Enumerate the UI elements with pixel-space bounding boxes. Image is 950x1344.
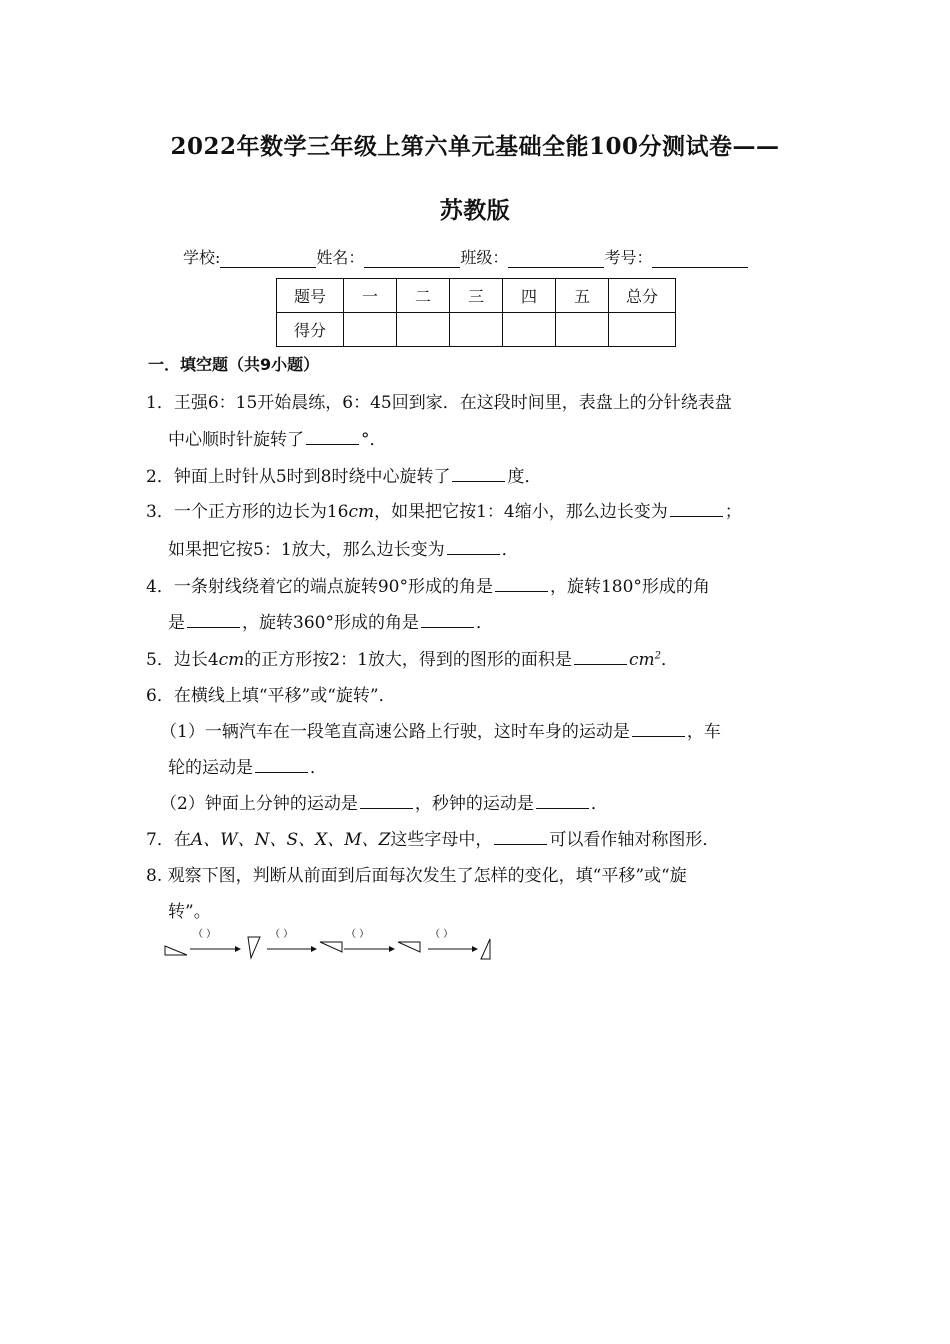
q6-1-text-2: 轮的运动是 — [168, 758, 253, 778]
q3-text-mid: ，如果把它按1：4缩小，那么边长变为 — [374, 502, 668, 522]
q6-2-text-mid: ，秒钟的运动是 — [414, 794, 534, 814]
q4-text: 4．一条射线绕着它的端点旋转90°形成的角是 — [146, 577, 493, 597]
school-label: 学校: — [183, 248, 221, 267]
triangle-2 — [248, 937, 260, 958]
question-6: 6．在横线上填“平移”或“旋转”． — [146, 686, 396, 706]
answer-blank[interactable] — [670, 498, 723, 517]
question-3-line2 — [168, 535, 519, 560]
arrow-head — [311, 946, 317, 952]
q2-text-end: 度． — [507, 467, 542, 487]
question-8-line2: 转”。 — [168, 902, 211, 922]
arrow-head — [472, 946, 478, 952]
q5-text-end: ． — [660, 650, 678, 670]
answer-blank[interactable] — [452, 463, 505, 482]
student-info-row — [183, 245, 748, 268]
row-label-cell: 得分 — [277, 313, 344, 347]
answer-paren[interactable]: （ ） — [270, 929, 294, 940]
score-table-header-row — [277, 279, 676, 313]
answer-blank[interactable] — [632, 718, 685, 737]
q4-text-end: ，旋转180°形成的角 — [549, 577, 710, 597]
exam-no-field[interactable] — [652, 249, 748, 268]
question-4-line1 — [146, 572, 710, 597]
question-1-line2 — [168, 425, 387, 450]
question-6-1-line2 — [168, 753, 327, 778]
arrow-head — [389, 946, 395, 952]
exam-title-line2: 苏教版 — [439, 197, 511, 224]
arrow-head — [235, 946, 241, 952]
q4-text-2: 是 — [168, 613, 185, 633]
name-field[interactable] — [364, 249, 460, 268]
q1-text-end: °． — [361, 430, 387, 450]
unit-cm2: cm — [628, 650, 655, 670]
q7-letters: A、W、N、S、X、M、Z — [190, 830, 391, 850]
q5-text: 5．边长4 — [146, 650, 219, 670]
unit-cm: cm — [218, 650, 245, 670]
school-field[interactable] — [220, 249, 316, 268]
triangle-5 — [481, 939, 490, 959]
question-2 — [146, 462, 541, 487]
header-cell: 二 — [397, 279, 450, 313]
transformation-figure — [160, 924, 500, 964]
q6-2-text-end: ． — [590, 794, 608, 814]
question-1-line1: 1．王强6：15开始晨练，6：45回到家．在这段时间里，表盘上的分针绕表盘 — [146, 393, 732, 413]
section-heading: 一．填空题（共9小题） — [148, 355, 320, 374]
header-cell: 三 — [450, 279, 503, 313]
score-cell[interactable] — [397, 313, 450, 347]
q1-text: 中心顺时针旋转了 — [168, 430, 304, 450]
question-5 — [146, 645, 678, 670]
unit-exponent: 2 — [654, 650, 661, 662]
header-cell: 总分 — [609, 279, 676, 313]
score-cell[interactable] — [450, 313, 503, 347]
answer-blank[interactable] — [574, 646, 627, 665]
question-7 — [146, 825, 719, 850]
answer-paren[interactable]: （ ） — [430, 929, 454, 940]
q4-text-2-end: ． — [475, 613, 493, 633]
exam-title-line1: 2022年数学三年级上第六单元基础全能100分测试卷—— — [170, 133, 780, 160]
answer-blank[interactable] — [306, 426, 359, 445]
q6-2-text: （2）钟面上分钟的运动是 — [160, 794, 358, 814]
header-cell: 题号 — [277, 279, 344, 313]
name-label: 姓名： — [316, 248, 365, 267]
header-cell: 五 — [556, 279, 609, 313]
score-table — [276, 278, 676, 347]
class-label: 班级： — [460, 248, 509, 267]
header-cell: 四 — [503, 279, 556, 313]
triangle-1 — [165, 946, 187, 955]
exam-no-label: 考号： — [604, 248, 653, 267]
q3-text: 3．一个正方形的边长为16 — [146, 502, 349, 522]
answer-blank[interactable] — [255, 754, 308, 773]
question-8-line1: 8. 观察下图，判断从前面到后面每次发生了怎样的变化，填“平移”或“旋 — [146, 866, 687, 886]
class-field[interactable] — [508, 249, 604, 268]
answer-blank[interactable] — [536, 790, 589, 809]
score-cell[interactable] — [503, 313, 556, 347]
header-cell: 一 — [344, 279, 397, 313]
q6-1-text-end: ，车 — [686, 722, 721, 742]
unit-cm: cm — [348, 502, 375, 522]
q7-text-end: 可以看作轴对称图形． — [549, 830, 720, 850]
answer-paren[interactable]: （ ） — [346, 929, 370, 940]
q5-text-mid: 的正方形按2：1放大，得到的图形的面积是 — [244, 650, 572, 670]
q7-text-mid: 这些字母中， — [390, 830, 493, 850]
question-4-line2 — [168, 608, 493, 633]
answer-blank[interactable] — [360, 790, 413, 809]
q3-text-end: ； — [724, 502, 742, 522]
answer-blank[interactable] — [421, 609, 474, 628]
q6-1-text: （1）一辆汽车在一段笔直高速公路上行驶，这时车身的运动是 — [160, 722, 630, 742]
question-6-2 — [160, 789, 608, 814]
triangle-3 — [320, 942, 342, 952]
score-cell[interactable] — [344, 313, 397, 347]
answer-paren[interactable]: （ ） — [193, 929, 217, 940]
score-cell[interactable] — [556, 313, 609, 347]
q2-text: 2．钟面上时针从5时到8时绕中心旋转了 — [146, 467, 451, 487]
score-table-score-row — [277, 313, 676, 347]
question-6-1-line1 — [160, 717, 721, 742]
triangle-4 — [398, 942, 420, 952]
q6-1-text-2-end: ． — [310, 758, 327, 778]
q3-text-2: 如果把它按5：1放大，那么边长变为 — [168, 540, 445, 560]
answer-blank[interactable] — [495, 573, 548, 592]
score-cell[interactable] — [609, 313, 676, 347]
q4-text-2-mid: ，旋转360°形成的角是 — [242, 613, 419, 633]
q3-text-2-end: ． — [501, 540, 519, 560]
question-3-line1 — [146, 497, 742, 522]
answer-blank[interactable] — [187, 609, 240, 628]
q7-text: 7．在 — [146, 830, 191, 850]
answer-blank[interactable] — [494, 826, 547, 845]
answer-blank[interactable] — [447, 536, 500, 555]
